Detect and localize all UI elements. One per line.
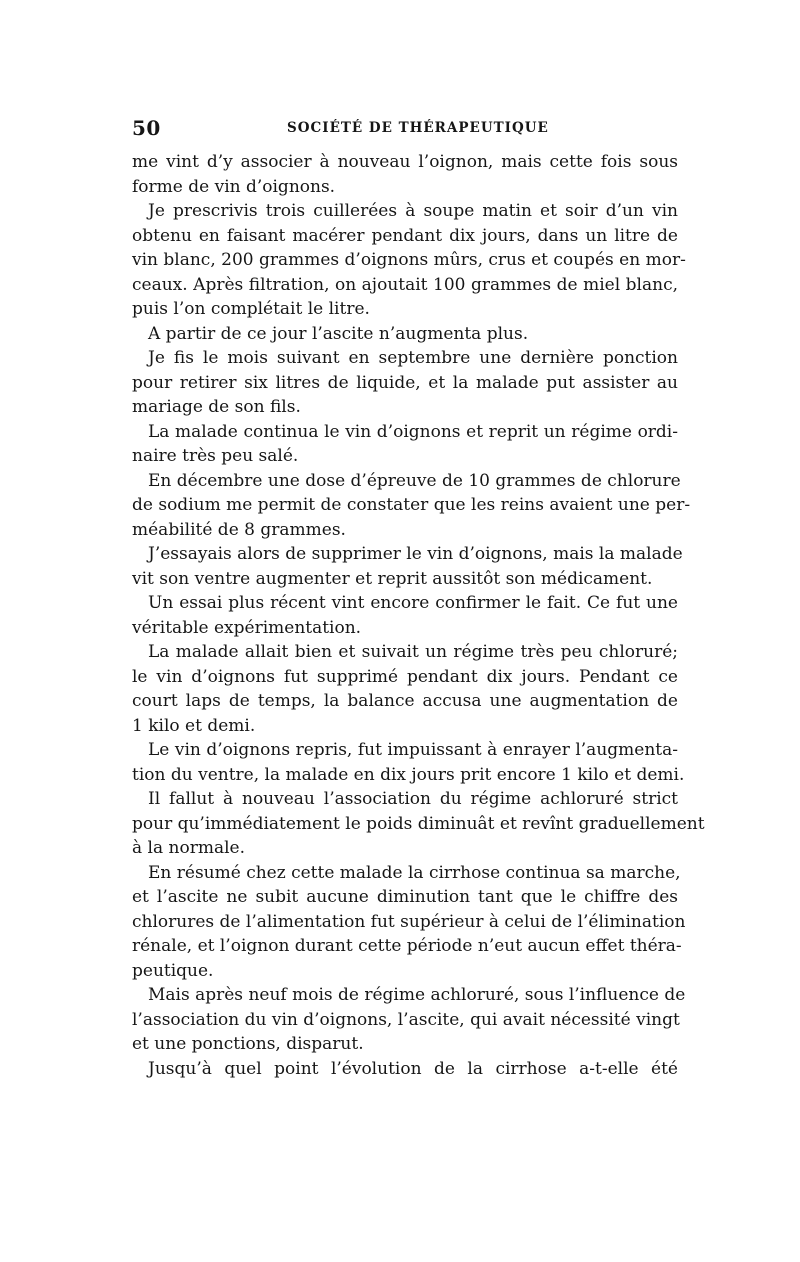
text-line: Il fallut à nouveau l’association du régime achloruré strict xyxy=(148,789,678,809)
text-line: En résumé chez cette malade la cirrhose continua sa marche, xyxy=(148,862,681,883)
text-line: Mais après neuf mois de régime achloruré, sous l’influence de xyxy=(148,985,686,1005)
running-head xyxy=(132,116,678,142)
text-line: Je prescrivis trois cuillerées à soupe matin et soir d’un vin xyxy=(148,201,678,221)
text-line: court laps de temps, la balance accusa une augmentation de xyxy=(132,691,678,711)
text-line: Je fis le mois suivant en septembre une dernière ponction xyxy=(148,348,678,368)
paragraph xyxy=(132,346,678,420)
text-line: et une ponctions, disparut. xyxy=(132,1034,364,1054)
text-line: En décembre une dose d’épreuve de 10 grammes de chlorure xyxy=(148,470,681,491)
text-line: ceaux. Après filtration, on ajoutait 100 grammes de miel blanc, xyxy=(132,274,678,295)
text-line: tion du ventre, la malade en dix jours prit encore 1 kilo et demi. xyxy=(132,764,685,785)
text-line: pour qu’immédiatement le poids diminuât et revînt graduellement xyxy=(132,813,705,834)
paragraph xyxy=(132,199,686,322)
text-line: le vin d’oignons fut supprimé pendant dix jours. Pendant ce xyxy=(132,666,678,687)
running-title: SOCIÉTÉ DE THÉRAPEUTIQUE xyxy=(287,120,549,136)
text-line: Le vin d’oignons repris, fut impuissant à enrayer l’augmenta- xyxy=(148,740,678,760)
paragraph xyxy=(132,640,678,738)
text-line: naire très peu salé. xyxy=(132,446,299,466)
paragraph xyxy=(132,469,691,543)
paragraph xyxy=(132,591,678,640)
paragraph xyxy=(132,420,678,469)
text-line: peutique. xyxy=(132,960,214,981)
text-line: J’essayais alors de supprimer le vin d’oignons, mais la malade xyxy=(148,544,683,564)
text-line: l’association du vin d’oignons, l’ascite, qui avait nécessité vingt xyxy=(132,1009,680,1030)
text-line: me vint d’y associer à nouveau l’oignon, mais cette fois sous xyxy=(132,152,678,172)
text-line: pour retirer six litres de liquide, et la malade put assister au xyxy=(132,372,678,393)
text-line: méabilité de 8 grammes. xyxy=(132,519,346,540)
text-line: vin blanc, 200 grammes d’oignons mûrs, crus et coupés en mor- xyxy=(132,250,686,270)
text-line: 1 kilo et demi. xyxy=(132,715,256,736)
text-line: mariage de son fils. xyxy=(132,397,301,417)
text-line: Un essai plus récent vint encore confirmer le fait. Ce fut une xyxy=(148,593,678,613)
paragraph xyxy=(132,738,685,787)
paragraph xyxy=(132,983,686,1057)
text-line: La malade continua le vin d’oignons et reprit un régime ordi- xyxy=(148,421,678,442)
text-line: A partir de ce jour l’ascite n’augmenta plus. xyxy=(148,323,529,344)
body-text xyxy=(132,150,705,1081)
text-line: obtenu en faisant macérer pendant dix jours, dans un litre de xyxy=(132,225,678,246)
paragraph xyxy=(132,1057,678,1082)
paragraph xyxy=(132,150,678,199)
text-line: Jusqu’à quel point l’évolution de la cirrhose a-t-elle été xyxy=(148,1058,678,1079)
text-line: forme de vin d’oignons. xyxy=(132,176,336,197)
text-line: vit son ventre augmenter et reprit aussitôt son médicament. xyxy=(132,568,653,589)
paragraph xyxy=(132,861,686,984)
text-line: puis l’on complétait le litre. xyxy=(132,299,370,319)
text-line: rénale, et l’oignon durant cette période n’eut aucun effet théra- xyxy=(132,936,682,956)
paragraph xyxy=(132,322,678,347)
text-line: de sodium me permit de constater que les reins avaient une per- xyxy=(132,495,691,515)
paragraph xyxy=(132,787,705,861)
paragraph xyxy=(132,542,683,591)
text-line: La malade allait bien et suivait un régime très peu chloruré; xyxy=(148,642,678,662)
text-line: à la normale. xyxy=(132,838,245,858)
text-line: véritable expérimentation. xyxy=(132,617,362,638)
text-line: et l’ascite ne subit aucune diminution tant que le chiffre des xyxy=(132,887,678,907)
text-line: chlorures de l’alimentation fut supérieur à celui de l’élimination xyxy=(132,911,686,932)
page-number: 50 xyxy=(132,116,161,140)
